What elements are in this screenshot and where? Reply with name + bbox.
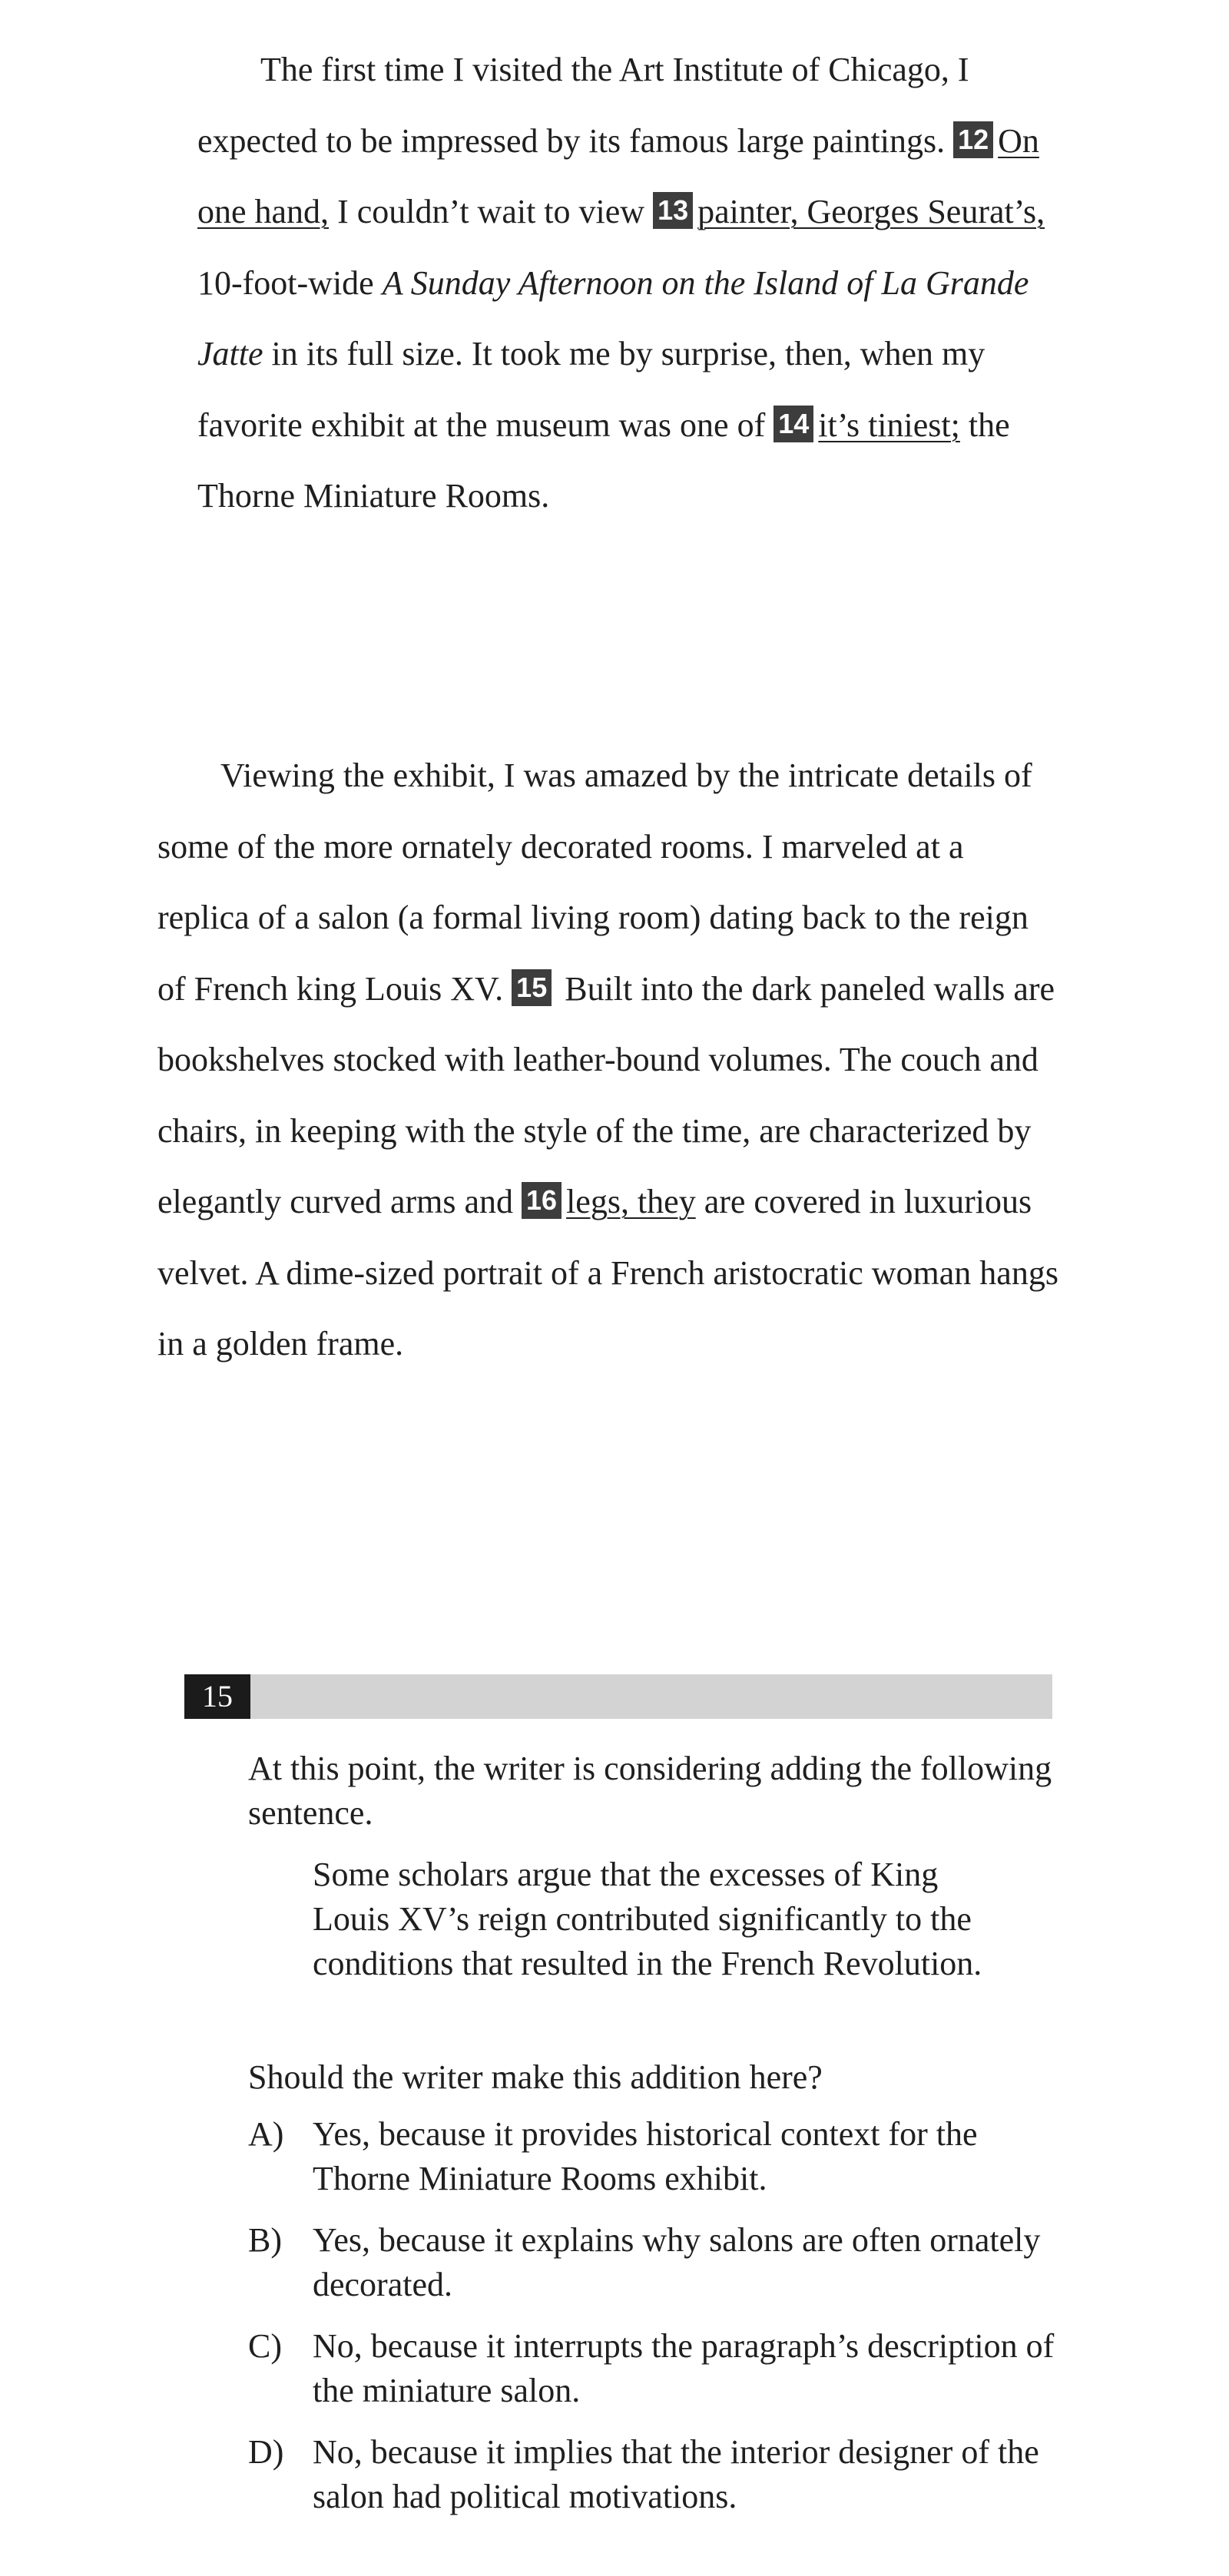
question-header-bar — [184, 1674, 1052, 1719]
question-ask: Should the writer make this addition here? — [248, 2058, 823, 2096]
choice-letter: D) — [248, 2433, 284, 2471]
question-quoted-sentence: Some scholars argue that the excesses of King Louis XV’s reign contributed significantly to the conditions that resulted in the French Revolution. — [313, 1856, 982, 1982]
question-marker-15[interactable]: 15 — [512, 969, 552, 1006]
para2-intro: Viewing the exhibit, I was amazed by the intricate details of some of the more ornately decorated rooms. I marveled at a replica of a salon (a formal living room) dating back to the reign of French king Louis XV. — [157, 757, 1032, 1008]
choice-text: Yes, because it provides historical context for the Thorne Miniature Rooms exhibit. — [313, 2115, 978, 2197]
choice-letter: C) — [248, 2327, 282, 2365]
choice-text: Yes, because it explains why salons are often ornately decorated. — [313, 2221, 1041, 2303]
choice-text: No, because it interrupts the paragraph’s description of the miniature salon. — [313, 2327, 1055, 2409]
underlined-text-12: On one hand, — [197, 121, 1039, 230]
para1-text: I couldn’t wait to view — [329, 193, 654, 230]
para1-intro: The first time I visited the Art Institute of Chicago, I expected to be impressed by its famous large paintings. — [197, 51, 969, 160]
question-marker-13[interactable]: 13 — [653, 192, 693, 229]
passage-paragraph-2 — [157, 740, 1064, 1380]
para2-text: are covered in luxurious velvet. A dime-sized portrait of a French aristocratic woman hangs in a golden frame. — [157, 1183, 1058, 1362]
painting-title: A Sunday Afternoon on the Island of La Grande Jatte — [197, 263, 1029, 372]
answer-choice-a[interactable] — [248, 2112, 1062, 2201]
underlined-text-13: painter, Georges Seurat’s, — [697, 193, 1045, 230]
underlined-text-16: legs, they — [566, 1183, 696, 1220]
underlined-text-14: it’s tiniest; — [818, 406, 960, 444]
choice-letter: A) — [248, 2115, 284, 2153]
para2-text: Built into the dark paneled walls are bookshelves stocked with leather-bound volumes. The couch and chairs, in keeping with the style of the time, are characterized by elegantly curved arms and — [157, 969, 1055, 1220]
para1-text: the Thorne Miniature Rooms. — [197, 406, 1010, 515]
choice-text: No, because it implies that the interior designer of the salon had political motivations. — [313, 2433, 1039, 2515]
passage-paragraph-1 — [197, 35, 1073, 532]
para1-text: 10-foot-wide — [197, 263, 383, 302]
question-number: 15 — [184, 1674, 250, 1719]
answer-choice-c[interactable] — [248, 2324, 1062, 2413]
question-marker-14[interactable]: 14 — [774, 406, 813, 442]
answer-choice-b[interactable] — [248, 2218, 1062, 2307]
para1-text: in its full size. It took me by surprise, then, when my favorite exhibit at the museum was one of — [197, 335, 986, 444]
choice-letter: B) — [248, 2221, 282, 2259]
question-prompt: At this point, the writer is considering adding the following sentence. — [248, 1750, 1052, 1832]
question-marker-12[interactable]: 12 — [953, 121, 993, 158]
answer-choice-d[interactable] — [248, 2430, 1062, 2519]
question-marker-16[interactable]: 16 — [522, 1182, 561, 1219]
